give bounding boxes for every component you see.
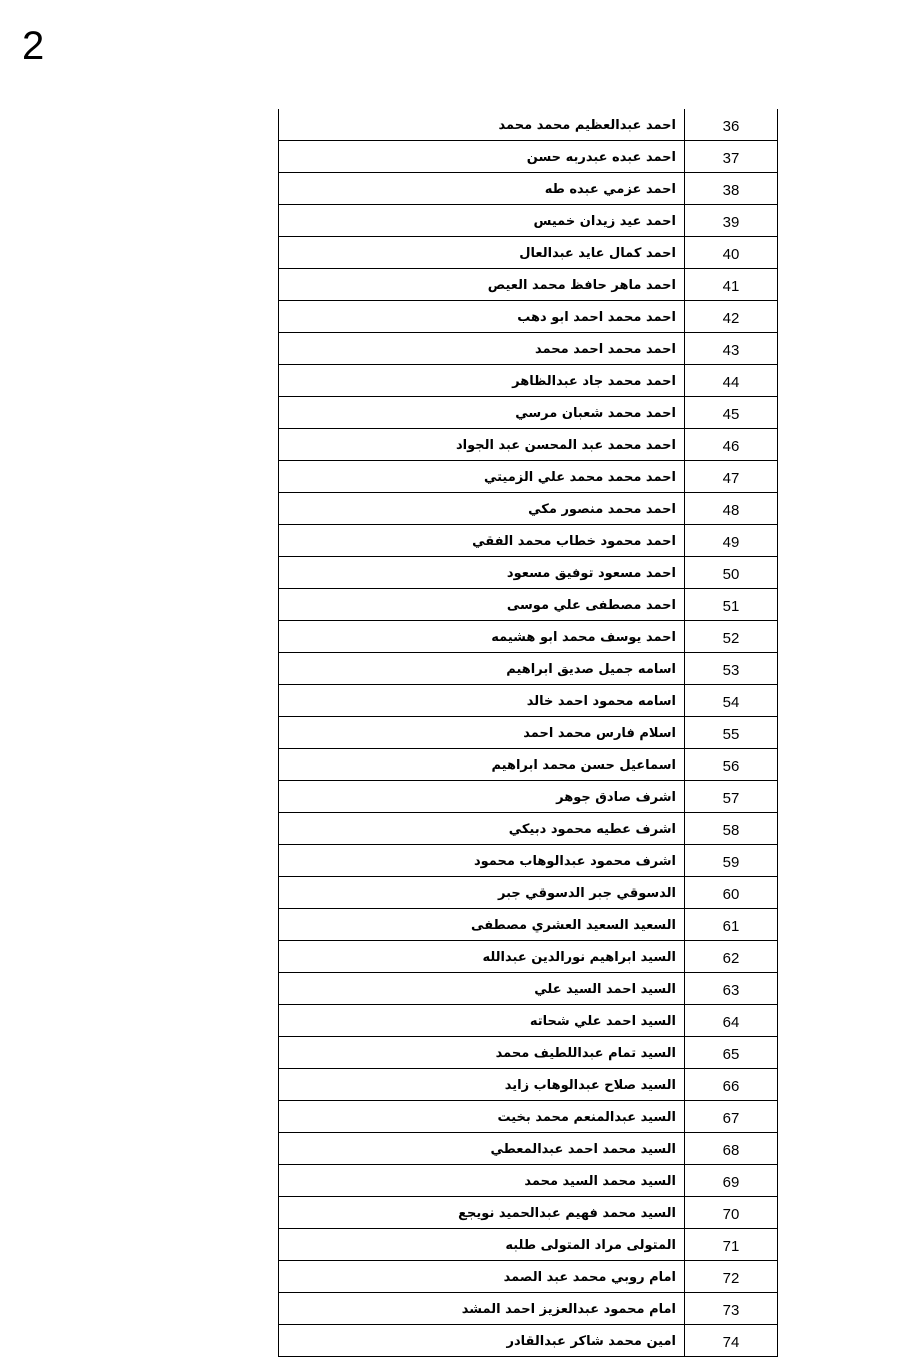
number-cell: 53 — [685, 653, 778, 685]
table-row — [279, 205, 778, 237]
table-row — [279, 1325, 778, 1357]
name-cell: السيد احمد السيد علي — [279, 973, 685, 1005]
number-cell: 72 — [685, 1261, 778, 1293]
name-cell: احمد عبده عبدربه حسن — [279, 141, 685, 173]
table-row — [279, 1165, 778, 1197]
number-cell: 46 — [685, 429, 778, 461]
number-cell: 68 — [685, 1133, 778, 1165]
name-cell: اسامه محمود احمد خالد — [279, 685, 685, 717]
table-row — [279, 461, 778, 493]
table-row — [279, 557, 778, 589]
number-cell: 48 — [685, 493, 778, 525]
number-cell: 51 — [685, 589, 778, 621]
name-cell: احمد محمد منصور مكي — [279, 493, 685, 525]
table-row — [279, 1133, 778, 1165]
table-row — [279, 973, 778, 1005]
table-row — [279, 237, 778, 269]
page-number: 2 — [22, 24, 45, 68]
name-cell: احمد محمد شعبان مرسي — [279, 397, 685, 429]
name-cell: الدسوقي جبر الدسوقي جبر — [279, 877, 685, 909]
number-cell: 60 — [685, 877, 778, 909]
name-cell: اشرف عطيه محمود دبيكي — [279, 813, 685, 845]
number-cell: 59 — [685, 845, 778, 877]
table-row — [279, 429, 778, 461]
name-cell: احمد عبدالعظيم محمد محمد — [279, 109, 685, 141]
table-row — [279, 397, 778, 429]
table-row — [279, 301, 778, 333]
number-cell: 49 — [685, 525, 778, 557]
table-row — [279, 1069, 778, 1101]
table-row — [279, 173, 778, 205]
table-row — [279, 717, 778, 749]
number-cell: 67 — [685, 1101, 778, 1133]
name-cell: السيد صلاح عبدالوهاب زايد — [279, 1069, 685, 1101]
table-row — [279, 1037, 778, 1069]
name-cell: السيد محمد السيد محمد — [279, 1165, 685, 1197]
number-cell: 66 — [685, 1069, 778, 1101]
table-row — [279, 333, 778, 365]
name-cell: احمد عزمي عبده طه — [279, 173, 685, 205]
name-cell: اسلام فارس محمد احمد — [279, 717, 685, 749]
number-cell: 44 — [685, 365, 778, 397]
table-row — [279, 269, 778, 301]
name-cell: احمد محمد احمد محمد — [279, 333, 685, 365]
name-cell: السيد ابراهيم نورالدين عبدالله — [279, 941, 685, 973]
names-table — [278, 109, 778, 1357]
name-cell: امام روبي محمد عبد الصمد — [279, 1261, 685, 1293]
table-row — [279, 1197, 778, 1229]
number-cell: 52 — [685, 621, 778, 653]
table-row — [279, 621, 778, 653]
table-row — [279, 909, 778, 941]
table-row — [279, 685, 778, 717]
name-cell: اسامه جميل صديق ابراهيم — [279, 653, 685, 685]
table-row — [279, 109, 778, 141]
name-cell: احمد كمال عايد عبدالعال — [279, 237, 685, 269]
number-cell: 73 — [685, 1293, 778, 1325]
table-row — [279, 813, 778, 845]
number-cell: 41 — [685, 269, 778, 301]
name-cell: احمد مسعود توفيق مسعود — [279, 557, 685, 589]
name-cell: السيد محمد احمد عبدالمعطي — [279, 1133, 685, 1165]
number-cell: 57 — [685, 781, 778, 813]
number-cell: 65 — [685, 1037, 778, 1069]
number-cell: 38 — [685, 173, 778, 205]
name-cell: احمد محمد عبد المحسن عبد الجواد — [279, 429, 685, 461]
number-cell: 62 — [685, 941, 778, 973]
number-cell: 54 — [685, 685, 778, 717]
number-cell: 71 — [685, 1229, 778, 1261]
number-cell: 50 — [685, 557, 778, 589]
number-cell: 45 — [685, 397, 778, 429]
table-row — [279, 845, 778, 877]
name-cell: احمد ماهر حافظ محمد العيص — [279, 269, 685, 301]
number-cell: 37 — [685, 141, 778, 173]
table-row — [279, 781, 778, 813]
number-cell: 70 — [685, 1197, 778, 1229]
number-cell: 42 — [685, 301, 778, 333]
table-row — [279, 653, 778, 685]
number-cell: 64 — [685, 1005, 778, 1037]
number-cell: 63 — [685, 973, 778, 1005]
number-cell: 74 — [685, 1325, 778, 1357]
number-cell: 61 — [685, 909, 778, 941]
name-cell: احمد عيد زيدان خميس — [279, 205, 685, 237]
number-cell: 39 — [685, 205, 778, 237]
name-cell: السيد احمد علي شحاته — [279, 1005, 685, 1037]
table-row — [279, 141, 778, 173]
table-row — [279, 525, 778, 557]
name-cell: اسماعيل حسن محمد ابراهيم — [279, 749, 685, 781]
number-cell: 56 — [685, 749, 778, 781]
table-row — [279, 941, 778, 973]
table-row — [279, 1101, 778, 1133]
name-cell: السعيد السعيد العشري مصطفى — [279, 909, 685, 941]
table-row — [279, 589, 778, 621]
table-row — [279, 365, 778, 397]
table-row — [279, 749, 778, 781]
name-cell: السيد عبدالمنعم محمد بخيت — [279, 1101, 685, 1133]
table-row — [279, 1229, 778, 1261]
table-row — [279, 1293, 778, 1325]
number-cell: 47 — [685, 461, 778, 493]
name-cell: امين محمد شاكر عبدالقادر — [279, 1325, 685, 1357]
name-cell: اشرف محمود عبدالوهاب محمود — [279, 845, 685, 877]
number-cell: 43 — [685, 333, 778, 365]
name-cell: احمد محمود خطاب محمد الفقي — [279, 525, 685, 557]
table-row — [279, 1261, 778, 1293]
name-cell: اشرف صادق جوهر — [279, 781, 685, 813]
name-cell: احمد محمد جاد عبدالظاهر — [279, 365, 685, 397]
name-cell: المتولى مراد المتولى طلبه — [279, 1229, 685, 1261]
name-cell: احمد مصطفى علي موسى — [279, 589, 685, 621]
name-cell: احمد يوسف محمد ابو هشيمه — [279, 621, 685, 653]
number-cell: 36 — [685, 109, 778, 141]
name-cell: احمد محمد محمد علي الزميتي — [279, 461, 685, 493]
name-cell: احمد محمد احمد ابو دهب — [279, 301, 685, 333]
table-row — [279, 877, 778, 909]
name-cell: السيد محمد فهيم عبدالحميد نويجع — [279, 1197, 685, 1229]
names-table-body — [279, 109, 778, 1357]
name-cell: السيد تمام عبداللطيف محمد — [279, 1037, 685, 1069]
number-cell: 40 — [685, 237, 778, 269]
number-cell: 55 — [685, 717, 778, 749]
name-cell: امام محمود عبدالعزيز احمد المشد — [279, 1293, 685, 1325]
table-row — [279, 493, 778, 525]
number-cell: 58 — [685, 813, 778, 845]
table-row — [279, 1005, 778, 1037]
number-cell: 69 — [685, 1165, 778, 1197]
